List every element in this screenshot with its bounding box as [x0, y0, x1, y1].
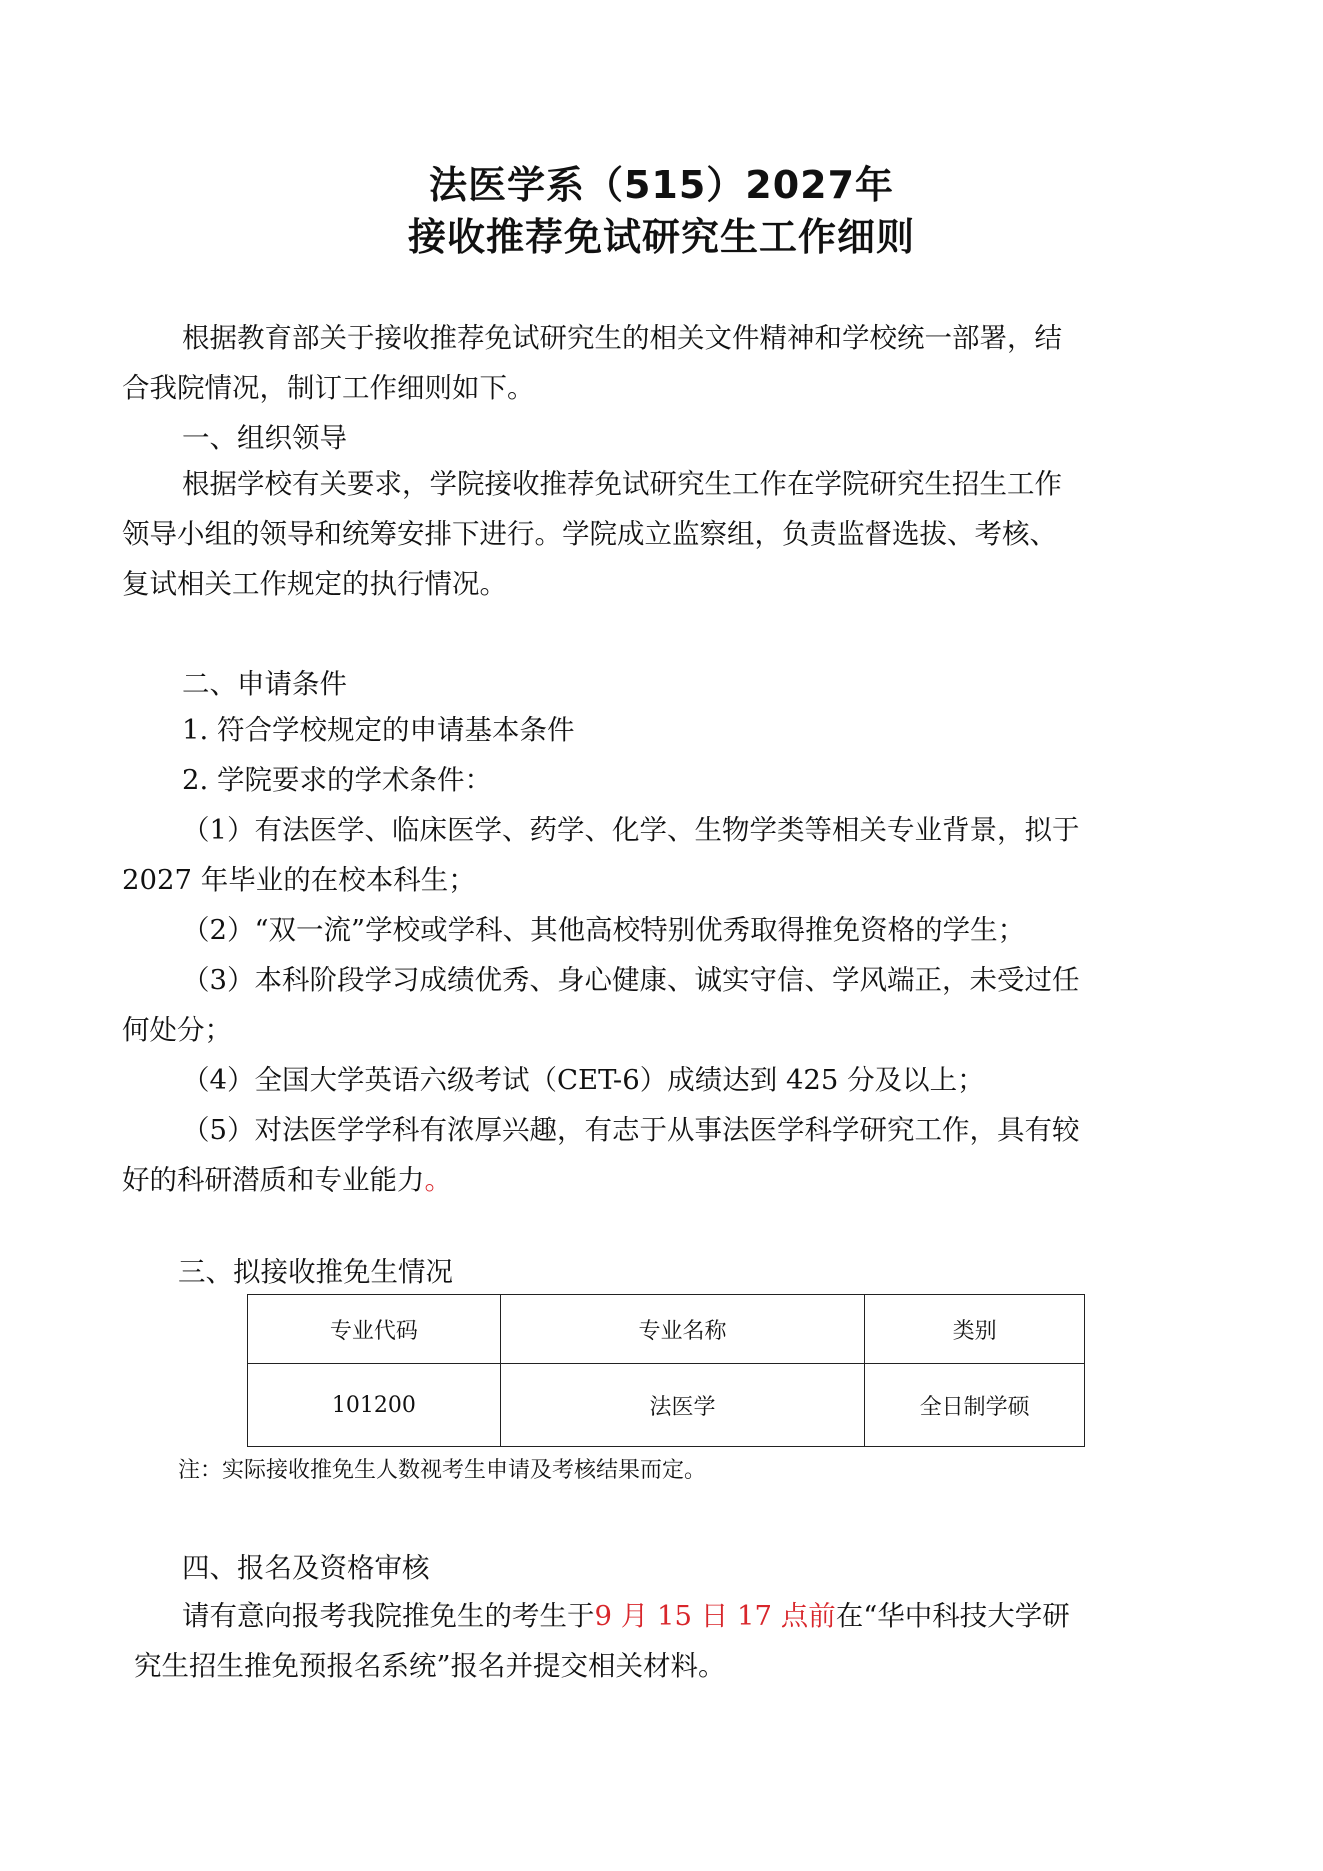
doc-title-line2: 接收推荐免试研究生工作细则: [407, 215, 915, 259]
table-header-row: [248, 1295, 1085, 1364]
section1-heading: 一、组织领导: [182, 422, 347, 454]
condition-item1: 1. 符合学校规定的申请基本条件: [182, 714, 575, 746]
table-note: 注：实际接收推免生人数视考生申请及考核结果而定。: [178, 1458, 707, 1483]
section3-heading: 三、拟接收推免生情况: [178, 1256, 453, 1288]
section1-line1: 根据学校有关要求，学院接收推荐免试研究生工作在学院研究生招生工作: [182, 468, 1062, 500]
section4-line1-a: 请有意向报考我院推免生的考生于: [182, 1600, 595, 1632]
intro-line1: 根据教育部关于接收推荐免试研究生的相关文件精神和学校统一部署，结: [182, 322, 1062, 354]
deadline-text: 9 月 15 日 17 点前: [594, 1600, 836, 1632]
section4-line1: [122, 1592, 1202, 1641]
condition-c5-line2: [122, 1156, 1202, 1205]
intro-line2: 合我院情况，制订工作细则如下。: [122, 372, 535, 404]
section4-line2: 究生招生推免预报名系统”报名并提交相关材料。: [134, 1650, 726, 1682]
condition-c2: （2）“双一流”学校或学科、其他高校特别优秀取得推免资格的学生；: [182, 914, 1026, 946]
cell-major-code: 101200: [248, 1364, 501, 1447]
cell-major-name: 法医学: [500, 1364, 865, 1447]
condition-c3-line1: （3）本科阶段学习成绩优秀、身心健康、诚实守信、学风端正，未受过任: [182, 964, 1080, 996]
header-major-name: 专业名称: [500, 1295, 865, 1364]
condition-c5-period: 。: [424, 1164, 452, 1196]
section2-heading: 二、申请条件: [182, 668, 347, 700]
header-major-code: 专业代码: [248, 1295, 501, 1364]
condition-c1-line2: 2027 年毕业的在校本科生；: [122, 864, 476, 896]
header-category: 类别: [865, 1295, 1085, 1364]
section1-line2: 领导小组的领导和统筹安排下进行。学院成立监察组，负责监督选拔、考核、: [122, 518, 1057, 550]
doc-title-line1: 法医学系（515）2027年: [428, 163, 895, 207]
condition-c5-line1: （5）对法医学学科有浓厚兴趣，有志于从事法医学科学研究工作，具有较: [182, 1114, 1080, 1146]
quota-table: [247, 1294, 1085, 1447]
section4-line1-b: 在“华中科技大学研: [835, 1600, 1070, 1632]
condition-item2: 2. 学院要求的学术条件：: [182, 764, 492, 796]
section1-line3: 复试相关工作规定的执行情况。: [122, 568, 507, 600]
condition-c5-text: 好的科研潜质和专业能力: [122, 1164, 425, 1196]
cell-category: 全日制学硕: [865, 1364, 1085, 1447]
condition-c1-line1: （1）有法医学、临床医学、药学、化学、生物学类等相关专业背景，拟于: [182, 814, 1080, 846]
table-row: [248, 1364, 1085, 1447]
condition-c3-line2: 何处分；: [122, 1014, 232, 1046]
condition-c4: （4）全国大学英语六级考试（CET-6）成绩达到 425 分及以上；: [182, 1064, 985, 1096]
section4-heading: 四、报名及资格审核: [182, 1552, 430, 1584]
